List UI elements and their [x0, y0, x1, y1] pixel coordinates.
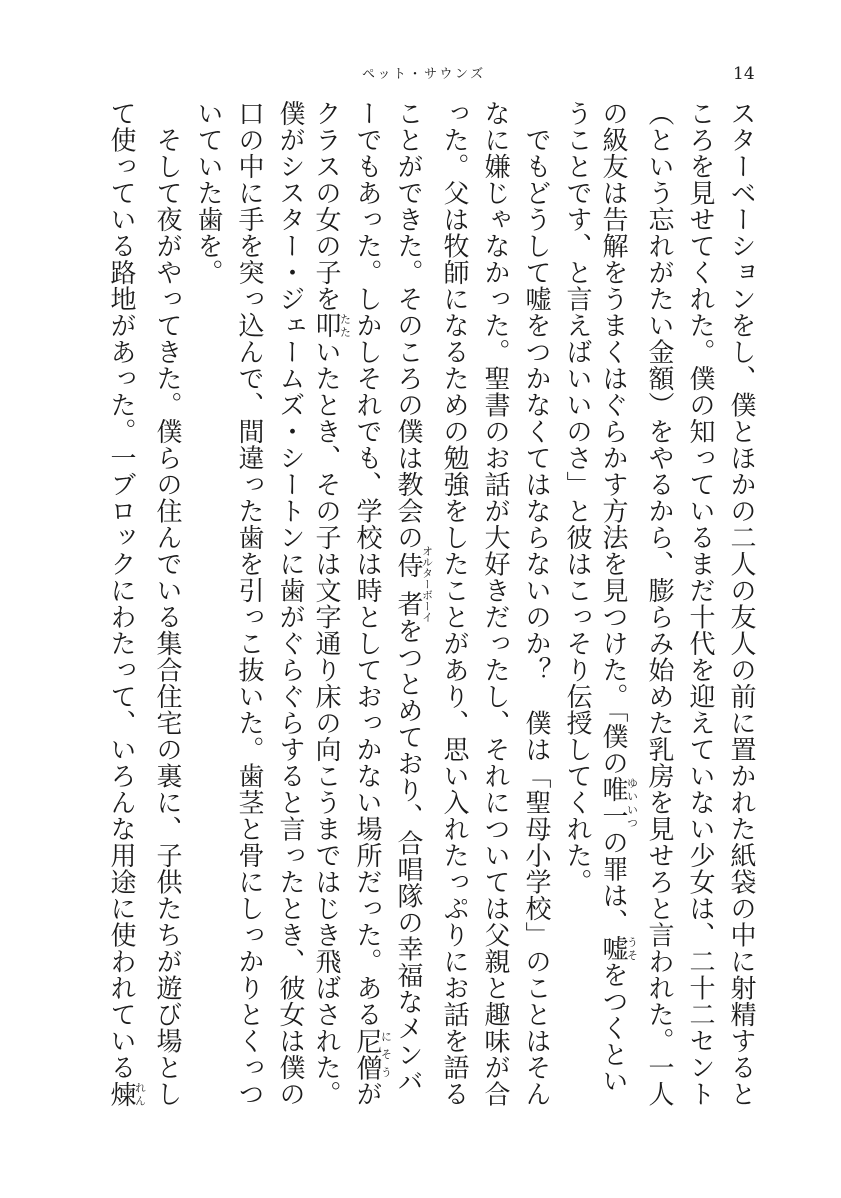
text-run: なに嫌じゃなかった。聖書のお話が大好きだったし、それについては父親と趣味が合: [480, 100, 510, 1107]
text-run: て使っている路地があった。一ブロックにわたって、いろんな用途に使われている: [106, 100, 136, 1081]
text-run: クラスの女の子を: [311, 100, 341, 312]
ruby-reading: れん: [133, 1080, 147, 1107]
text-run: でもどうして嘘をつかなくてはならないのか？ 僕は「聖母小学校」のことはそん: [521, 100, 551, 1107]
ruby-word: [598, 776, 639, 829]
text-column: [310, 100, 351, 1112]
text-column: [597, 100, 638, 1112]
text-column: [638, 100, 679, 1112]
text-run: の罪は、: [598, 829, 628, 935]
text-column: [228, 100, 269, 1112]
ruby-reading: ゆいいつ: [625, 776, 639, 829]
ruby-base: 尼僧: [352, 1027, 382, 1081]
ruby-base: 唯一: [598, 776, 628, 829]
page-number: 14: [733, 64, 755, 84]
text-run: をつとめており、合唱隊の幸福なメンバ: [393, 617, 423, 1095]
ruby-reading: にそう: [379, 1027, 393, 1081]
ruby-base: 侍者: [393, 545, 423, 623]
text-run: そして夜がやってきた。僕らの住んでいる集合住宅の裏に、子供たちが遊び場とし: [152, 100, 182, 1107]
body-text: [105, 100, 761, 1112]
ruby-base: 煉: [106, 1080, 136, 1107]
text-run: ーでもあった。しかしそれでも、学校は時としておっかない場所だった。ある: [352, 100, 382, 1028]
ruby-word: [311, 312, 352, 339]
text-column: [433, 100, 474, 1112]
text-column: [474, 100, 515, 1112]
text-run: スターベーションをし、僕とほかの二人の友人の前に置かれた紙袋の中に射精すると: [726, 100, 756, 1107]
text-column: [269, 100, 310, 1112]
text-column: [720, 100, 761, 1112]
ruby-base: 嘘: [598, 935, 628, 962]
text-run: をつくとい: [598, 961, 628, 1094]
text-run: 僕がシスター・ジェームズ・シートンに歯がぐらぐらすると言ったとき、彼女は僕の: [275, 100, 305, 1107]
ruby-reading: オルターボーイ: [420, 545, 434, 623]
text-run: ことができた。そのころの僕は教会の: [393, 100, 423, 551]
text-run: うことです、と言えばいいのさ」と彼はこっそり伝授してくれた。: [562, 100, 592, 895]
text-run: の級友は告解をうまくはぐらかす方法を見つけた。「僕の: [598, 100, 628, 776]
text-column: [146, 100, 187, 1112]
ruby-word: [106, 1080, 147, 1108]
ruby-word: [598, 935, 639, 962]
text-run: 口の中に手を突っ込んで、間違った歯を引っこ抜いた。歯茎と骨にしっかりとくっつ: [234, 100, 264, 1107]
text-run: が: [352, 1080, 382, 1107]
text-column: [515, 100, 556, 1112]
ruby-word: [393, 545, 434, 623]
ruby-word: [352, 1027, 393, 1081]
text-run: ころを見せてくれた。僕の知っているまだ十代を迎えていない少女は、二十二セント: [685, 100, 715, 1107]
text-column: [679, 100, 720, 1112]
text-column: [392, 100, 433, 1112]
text-column: [187, 100, 228, 1112]
text-run: いていた歯を。: [193, 100, 223, 286]
text-run: いたとき、その子は文字通り床の向こうまではじき飛ばされた。: [311, 338, 341, 1107]
text-run: （という忘れがたい金額）をやるから、膨らみ始めた乳房を見せろと言われた。一人: [644, 100, 674, 1107]
ruby-reading: うそ: [625, 935, 639, 962]
ruby-base: 叩: [311, 312, 341, 339]
text-column: [556, 100, 597, 1112]
running-title: ペット・サウンズ: [362, 67, 486, 82]
text-column: [105, 100, 146, 1112]
text-column: [351, 100, 392, 1112]
text-run: った。父は牧師になるための勉強をしたことがあり、思い入れたっぷりにお話を語る: [439, 100, 469, 1107]
ruby-reading: たた: [338, 312, 352, 339]
